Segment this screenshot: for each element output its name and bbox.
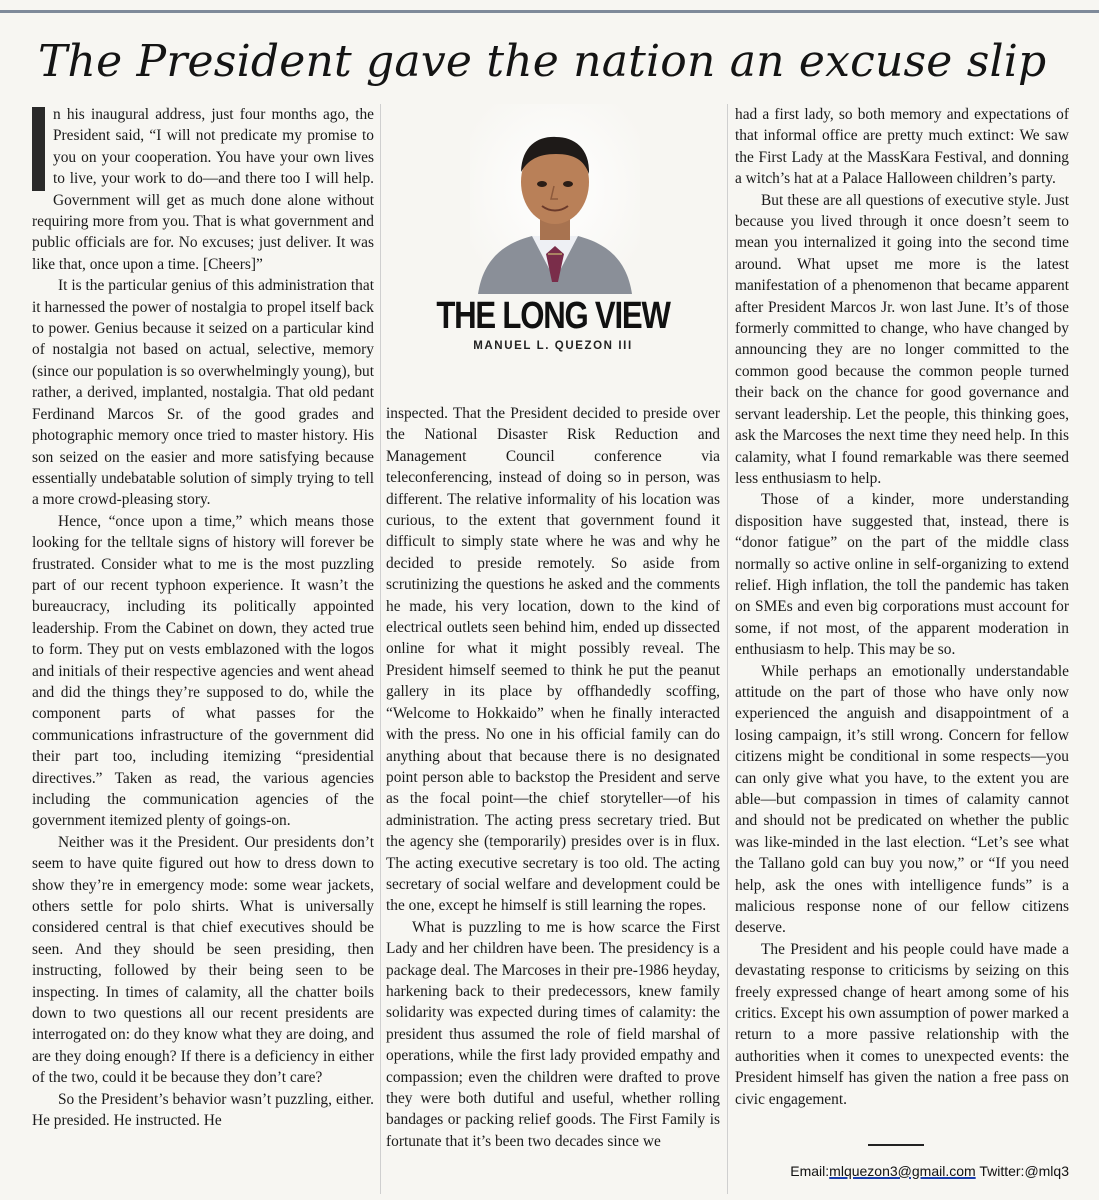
author-photo xyxy=(470,104,640,294)
column-branding xyxy=(386,296,720,352)
end-of-article-rule xyxy=(868,1144,924,1146)
article-paragraph: had a first lady, so both memory and expectations of that informal office are pretty much extinct: We saw the First Lady at the MassKara Festival, and donning a witch’s hat at a Palace Halloween children’s party. xyxy=(735,106,1069,188)
article-paragraph: While perhaps an emotionally understandable attitude on the part of those who have only now experienced the anguish and disappointment of a losing campaign, it’s still wrong. Concern for fellow citizens might be conditional in some respects—you can only give what you have, to the extent you are able—but compassion in times of calamity cannot and should not be predicated on whether the public was like-minded in the last election. “Let’s see what the Tallano gold can buy you now,” or “If you need help, ask the ones with intelligence funds” is a malicious response none of our fellow citizens deserve. xyxy=(735,662,1069,937)
author-portrait-illustration xyxy=(470,104,640,294)
email-link[interactable]: mlquezon3@gmail.com xyxy=(829,1163,976,1179)
top-rule xyxy=(0,10,1099,13)
column-divider xyxy=(727,104,728,1194)
article-paragraph: Those of a kinder, more understanding disposition have suggested that, instead, there is “donor fatigue” on the part of the middle class normally so active online in self-organizing to extend relief. High inflation, the toll the pandemic has taken on SMEs and even big corporations must account for some, if not most, of the apparent moderation in enthusiasm to help. This may be so. xyxy=(735,491,1069,659)
article-paragraph: What is puzzling to me is how scarce the First Lady and her children have been. The presidency is a package deal. The Marcoses in their pre-1986 heyday, harkening back to their predecessors, knew family solidarity was expected during times of calamity: the president thus assumed the role of field marshal of operations, while the first lady provided empathy and compassion; even the children were drafted to prove they were both dutiful and useful, whether rolling bandages or packing relief goods. The First Family is fortunate that it’s been two decades since we xyxy=(386,918,720,1150)
author-byline: MANUEL L. QUEZON III xyxy=(473,340,633,352)
article-paragraph: So the President’s behavior wasn’t puzzling, either. He presided. He instructed. He xyxy=(32,1090,374,1130)
article-paragraph: Hence, “once upon a time,” which means those looking for the telltale signs of history will forever be frustrated. Consider what to me is the most puzzling part of our recent typhoon experience. It wasn’t the bureaucracy, including its politically appointed leadership. From the Cabinet on down, they acted true to form. They put on vests emblazoned with the logos and initials of their respective agencies and went ahead and did the things they’re supposed to do, while the component parts of what passes for the communications infrastructure of the government did their part too, including itemizing “presidential directives.” Taken as read, the various agencies including the communication agencies of the government itemized plenty of goings-on. xyxy=(32,512,374,830)
article-column-2 xyxy=(386,403,720,1193)
article-paragraph: But these are all questions of executive style. Just because you lived through it once doesn’t seem to mean you internalized it going into the second time around. What upset me more is the latest manifestation of a phenomenon that became apparent after President Marcos Jr. won last June. It’s of those formerly committed to change, who have changed by announcing they are no longer committed to the common good because the common people turned their back on the chance for good governance and servant leadership. Let the people, this thinking goes, ask the Marcoses the next time they need help. In this calamity, what I found remarkable was there seemed less enthusiasm to help. xyxy=(735,191,1069,487)
article-paragraph: It is the particular genius of this administration that it harnessed the power of nostalgia to propel itself back to power. Genius because it seized on a particular kind of nostalgia not based on actual, selective, memory (since our population is so overwhelmingly young), but rather, a derived, implanted, nostalgia. That old pedant Ferdinand Marcos Sr. of the good grades and photographic memory once tried to master history. His son seized on the easier and more satisfying because essentially undebatable solution of simply trying to tell a more crowd-pleasing story. xyxy=(32,277,374,509)
article-paragraph: The President and his people could have made a devastating response to criticisms by seizing on this freely expressed change of heart among some of his critics. Except his own assumption of power marked a return to a more passive relationship with the authorities when it comes to unexpected events: the President himself has given the nation a free pass on civic engagement. xyxy=(735,940,1069,1108)
drop-cap xyxy=(32,107,45,191)
email-label: Email: xyxy=(790,1163,830,1179)
headline: The President gave the nation an excuse slip xyxy=(38,36,1047,87)
article-column-3 xyxy=(735,104,1069,1144)
author-contacts xyxy=(735,1162,1069,1180)
twitter-label: Twitter: xyxy=(979,1163,1025,1179)
article-column-1 xyxy=(32,104,374,1160)
column-title: THE LONG VIEW xyxy=(436,295,670,337)
article-paragraph: n his inaugural address, just four months ago, the President said, “I will not predicate my promise to you on your cooperation. You have your own lives to live, your work to do—and there too I will help. Government will get as much done alone without requiring more from you. That is what government and public officials are for. No excuses; just deliver. It was like that, once upon a time. [Cheers]” xyxy=(32,106,374,273)
twitter-handle[interactable]: @mlq3 xyxy=(1024,1163,1069,1179)
column-divider xyxy=(380,104,381,1194)
article-paragraph: inspected. That the President decided to preside over the National Disaster Risk Reduction and Management Council conference via teleconferencing, instead of doing so in person, was different. The relative informality of his location was curious, to the extent that government found it difficult to simply state where he was and why he decided to preside remotely. So aside from scrutinizing the questions he asked and the comments he made, his very location, down to the kind of electrical outlets seen behind him, ended up dissected online for what it might possibly reveal. The President himself seemed to think he put the peanut gallery in its place by offhandedly scoffing, “Welcome to Hokkaido” when he finally interacted with the press. No one in his official family can do anything about that because there is no designated point person able to backstop the President and serve as the focal point—the chief storyteller—of his administration. The acting press secretary tried. But the agency she (temporarily) presides over is in flux. The acting executive secretary is too old. The acting secretary of social welfare and development could be the one, except he himself is still learning the ropes. xyxy=(386,405,720,915)
article-paragraph: Neither was it the President. Our presidents don’t seem to have quite figured out how to dress down to show they’re in emergency mode: some wear jackets, others settle for polo shirts. What is universally considered central is that chief executives should be seen. And they should be seen presiding, then instructing, followed by their being seen to be inspecting. In times of calamity, all the chatter boils down to two questions all our recent presidents are interrogated on: do they know what they are doing, and are they doing enough? If there is a deficiency in either of the two, could it be because they don’t care? xyxy=(32,833,374,1087)
